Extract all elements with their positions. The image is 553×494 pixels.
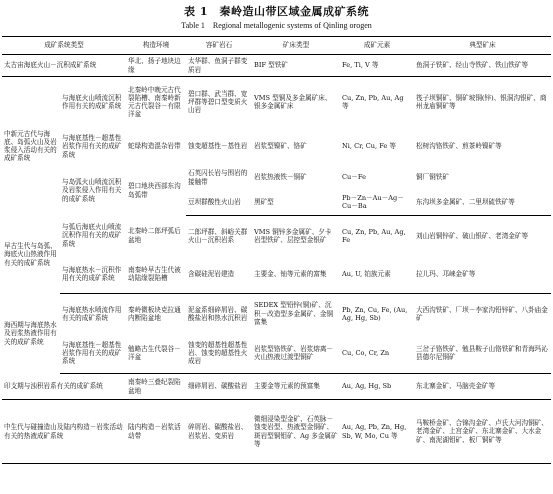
deposits-cell: 拉儿玛、邛崃金矿等 — [414, 256, 551, 294]
type-cell: 岩浆热液铁－铜矿 — [254, 173, 307, 182]
elements-cell: Cu, Zn, Pb, Au, Ag 等 — [342, 94, 404, 111]
header-deposits: 典型矿床 — [414, 37, 551, 55]
env-cell: 南秦岭早古生代被动陆缘裂陷槽 — [126, 256, 186, 294]
table-row — [2, 400, 551, 464]
table-header-row — [2, 37, 551, 55]
env-cell: 勉略古生代裂谷－洋盆 — [126, 334, 186, 374]
deposits-cell: 东沟坝多金属矿、二里坝硫铁矿等 — [414, 190, 551, 216]
rock-cell: 太华群、鱼洞子群变质岩 — [186, 55, 252, 77]
env-cell: 北秦岭中晚元古代裂陷槽、南秦岭新元古代裂谷－有限洋盆 — [128, 85, 181, 119]
type-cell: 主要金、铀等元素的富集 — [252, 256, 340, 294]
rock-cell: 细碎屑岩、碳酸盐岩 — [186, 374, 252, 400]
env-cell: 北秦岭二郎坪弧后盆地 — [128, 227, 181, 244]
type-cell: 主要金等元素的预富集 — [252, 374, 340, 400]
subsystem-cell: 与海底热水－沉积作用有关的成矿系统 — [60, 256, 126, 294]
elements-cell: Pb－Zn－Au－Ag－Cu－Ba — [340, 190, 414, 216]
rock-cell: 碎屑岩、碳酸盐岩、岩浆岩、变质岩 — [186, 400, 252, 464]
subsystem-cell: 与岛弧火山喷流沉积及岩浆侵入作用有关的成矿系统 — [62, 178, 122, 203]
header-system: 成矿系统类型 — [2, 37, 126, 55]
rock-cell: 泥盆系细碎屑岩、碳酸盐岩和热水沉积岩 — [188, 305, 248, 322]
table-row — [2, 294, 551, 334]
env-cell: 华北、扬子地块边缘 — [126, 55, 186, 77]
group-name-cell: 印支期与浊积岩系有关的成矿系统 — [2, 374, 126, 400]
elements-cell: Cu, Zn, Pb, Au, Ag, Fe — [342, 227, 406, 244]
table-row — [2, 128, 551, 166]
type-cell: 岩浆型镍矿、铬矿 — [254, 142, 307, 151]
subsystem-cell: 与海底火山喷流沉积作用有关的成矿系统 — [62, 94, 122, 111]
table-title-cn: 表 1 秦岭造山带区域金属成矿系统 — [184, 5, 369, 18]
deposits-cell: 铜厂铜铁矿 — [416, 173, 449, 182]
table-row — [2, 166, 551, 190]
type-cell: SEDEX 型铅锌(铜)矿、沉积－改造型多金属矿、金铜富集 — [254, 301, 334, 326]
deposits-cell: 筏子坝铜矿、铜矿坡铜(锌)、银洞沟银矿、商州龙庙铜矿等 — [416, 94, 547, 111]
elements-cell: Cu－Fe — [342, 173, 367, 182]
rock-cell: 蚀变超基性－基性岩 — [188, 142, 248, 151]
group-name-cell: 中生代与碰撞造山及陆内构造－岩浆活动有关的热液成矿系统 — [2, 400, 126, 464]
elements-cell: Fe, Ti, V 等 — [340, 55, 414, 77]
rock-cell: 含碳硅泥岩建造 — [186, 256, 252, 294]
deposits-cell: 刘山岩铜锌矿、破山银矿、老湾金矿等 — [416, 231, 529, 240]
env-cell: 陆内构造－岩浆活动带 — [126, 400, 186, 464]
rock-cell: 蚀变的超基性超基性岩、蚀变的超基性火成岩 — [186, 334, 252, 374]
elements-cell: Au, U, 铂族元素 — [340, 256, 414, 294]
table-row — [2, 334, 551, 374]
table-row — [2, 77, 551, 128]
type-cell: 岩浆型铬铁矿、岩浆熔离－火山热液过渡型铜矿 — [252, 334, 340, 374]
header-elements: 成矿元素 — [340, 37, 414, 55]
metallogenic-table — [2, 36, 551, 464]
table-row — [2, 216, 551, 256]
rock-cell: 豆坝群酸性火山岩 — [186, 190, 252, 216]
subsystem-cell: 与海底热水喷流作用有关的成矿系统 — [62, 305, 122, 322]
table-row — [2, 55, 551, 77]
header-env: 构造环境 — [126, 37, 186, 55]
group-name-cell: 海西期与海底热水及岩浆热液作用有关的成矿系统 — [4, 321, 57, 346]
deposits-cell: 三岔子铬铁矿、勉县鞍子山铬铁矿和青海玛沁县德尔尼铜矿 — [414, 334, 551, 374]
elements-cell: Cu, Co, Cr, Zn — [340, 334, 414, 374]
rock-cell: 石英闪长岩与围岩的接触带 — [188, 169, 248, 186]
group-name-cell: 中新元古代与海底、岛弧火山及岩浆侵入活动有关的成矿系统 — [4, 129, 57, 163]
subsystem-cell: 与海底基性－超基性岩浆作用有关的成矿系统 — [60, 334, 126, 374]
type-cell: VMS 型铜及多金属矿床、银多金属矿床 — [254, 94, 332, 111]
type-cell: 黑矿型 — [252, 190, 340, 216]
type-cell: VMS 铜锌多金属矿、夕卡岩型铁矿、层控型金银矿 — [254, 227, 332, 244]
deposits-cell: 鱼洞子铁矿、经山寺铁矿、铁山铁矿等 — [414, 55, 551, 77]
deposits-cell: 东北寨金矿、马脑壳金矿等 — [414, 374, 551, 400]
env-cell: 蛇绿构造混杂岩带 — [128, 142, 181, 151]
type-cell: BIF 型铁矿 — [252, 55, 340, 77]
elements-cell: Au, Ag, Hg, Sb — [340, 374, 414, 400]
table-row — [2, 256, 551, 294]
header-rock: 容矿岩石 — [186, 37, 252, 55]
group-name-cell: 早古生代与岛弧、海底火山热液作用有关的成矿系统 — [4, 242, 57, 267]
elements-cell: Au, Ag, Pb, Zn, Hg, Sb, W, Mo, Cu 等 — [340, 400, 414, 464]
elements-cell: Ni, Cr, Cu, Fe 等 — [342, 142, 397, 151]
env-cell: 秦岭微板块克拉通内断陷盆地 — [128, 305, 181, 322]
header-type: 矿床类型 — [252, 37, 340, 55]
group-name-cell: 太古宙海底火山－沉积成矿系统 — [2, 55, 126, 77]
elements-cell: Pb, Zn, Cu, Fe, (Au, Ag, Hg, Sb) — [342, 305, 408, 322]
subsystem-cell: 与弧后海底火山喷流沉积作用有关的成矿系统 — [62, 223, 122, 248]
type-cell: 微细浸染型金矿、石英脉－蚀变岩型、热液型金铜矿、斑岩型铜钼矿、Ag 多金属矿等 — [252, 400, 340, 464]
deposits-cell: 马鞍桥金矿、合锦沟金矿、卢氏大河沟铜矿、老湾金矿、上宫金矿、东北寨金矿、大水金矿、南泥湖钼矿、板厂铜矿等 — [414, 400, 551, 464]
table-title-en: Table 1 Regional metallogenic systems of Qinling orogen — [181, 21, 372, 30]
deposits-cell: 松树沟铬铁矿、煎茶岭镍矿等 — [416, 142, 502, 151]
env-cell: 碧口地块西部东沟岛弧带 — [128, 182, 181, 199]
table-row — [2, 374, 551, 400]
rock-cell: 碧口群、武当群、宽坪群等碧口型变质火山岩 — [188, 89, 248, 115]
deposits-cell: 大西沟铁矿、厂坝－李家沟铅锌矿、八卦庙金矿 — [416, 305, 548, 322]
env-cell: 南秦岭三叠纪裂陷盆地 — [126, 374, 186, 400]
rock-cell: 二郎坪群、斜峪关群火山－沉积岩系 — [188, 227, 248, 244]
subsystem-cell: 与海底基性－超基性岩浆作用有关的成矿系统 — [62, 134, 122, 159]
